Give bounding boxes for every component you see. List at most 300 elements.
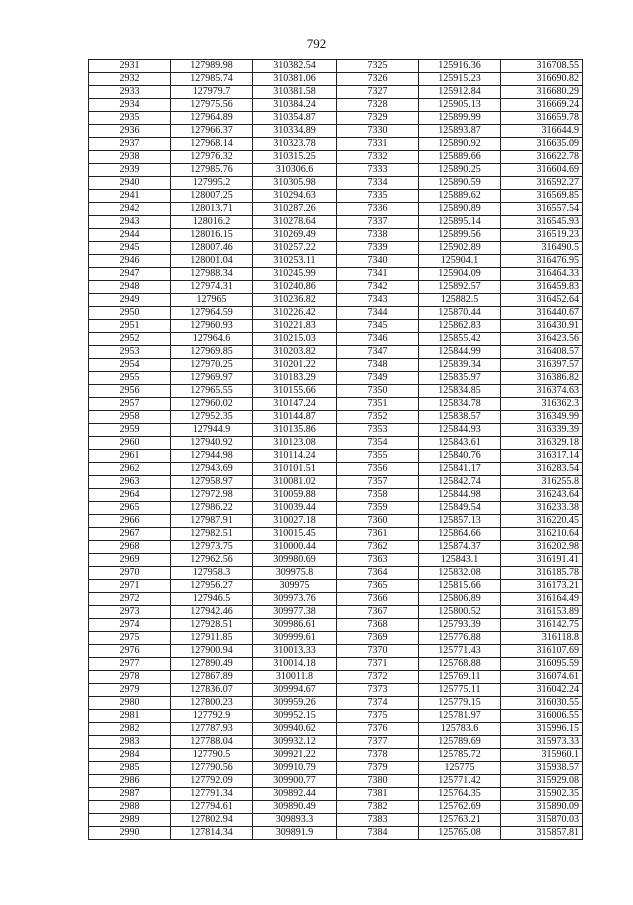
point-number-a: 2979 — [89, 684, 171, 697]
point-number-a: 2956 — [89, 385, 171, 398]
x-coordinate-b: 125771.43 — [419, 645, 501, 658]
point-number-a: 2946 — [89, 255, 171, 268]
y-coordinate-a: 309994.67 — [253, 684, 337, 697]
y-coordinate-a: 310221.83 — [253, 320, 337, 333]
x-coordinate-a: 127985.74 — [171, 73, 253, 86]
x-coordinate-a: 127964.6 — [171, 333, 253, 346]
point-number-a: 2965 — [89, 502, 171, 515]
x-coordinate-a: 127956.27 — [171, 580, 253, 593]
y-coordinate-a: 310027.18 — [253, 515, 337, 528]
y-coordinate-a: 310245.99 — [253, 268, 337, 281]
x-coordinate-b: 125870.44 — [419, 307, 501, 320]
point-number-b: 7344 — [337, 307, 419, 320]
table-row — [89, 203, 583, 216]
x-coordinate-b: 125783.6 — [419, 723, 501, 736]
y-coordinate-b: 316142.75 — [501, 619, 583, 632]
y-coordinate-b: 316220.45 — [501, 515, 583, 528]
point-number-a: 2955 — [89, 372, 171, 385]
x-coordinate-b: 125834.78 — [419, 398, 501, 411]
coordinates-table-body — [89, 60, 583, 840]
x-coordinate-b: 125912.84 — [419, 86, 501, 99]
y-coordinate-a: 310011.8 — [253, 671, 337, 684]
point-number-a: 2952 — [89, 333, 171, 346]
point-number-b: 7327 — [337, 86, 419, 99]
x-coordinate-b: 125835.97 — [419, 372, 501, 385]
y-coordinate-b: 316210.64 — [501, 528, 583, 541]
point-number-a: 2942 — [89, 203, 171, 216]
point-number-a: 2990 — [89, 827, 171, 840]
y-coordinate-b: 315960.1 — [501, 749, 583, 762]
y-coordinate-b: 316202.98 — [501, 541, 583, 554]
y-coordinate-b: 316669.24 — [501, 99, 583, 112]
table-row — [89, 684, 583, 697]
y-coordinate-b: 316362.3 — [501, 398, 583, 411]
point-number-b: 7334 — [337, 177, 419, 190]
y-coordinate-b: 316074.61 — [501, 671, 583, 684]
y-coordinate-b: 316107.69 — [501, 645, 583, 658]
x-coordinate-a: 127946.5 — [171, 593, 253, 606]
table-row — [89, 710, 583, 723]
y-coordinate-a: 309932.12 — [253, 736, 337, 749]
point-number-a: 2960 — [89, 437, 171, 450]
y-coordinate-b: 315973.33 — [501, 736, 583, 749]
table-row — [89, 359, 583, 372]
y-coordinate-b: 316690.82 — [501, 73, 583, 86]
point-number-b: 7343 — [337, 294, 419, 307]
y-coordinate-b: 316329.18 — [501, 437, 583, 450]
y-coordinate-b: 316440.67 — [501, 307, 583, 320]
y-coordinate-a: 309940.62 — [253, 723, 337, 736]
x-coordinate-a: 127958.97 — [171, 476, 253, 489]
point-number-a: 2966 — [89, 515, 171, 528]
point-number-a: 2954 — [89, 359, 171, 372]
x-coordinate-a: 128013.71 — [171, 203, 253, 216]
x-coordinate-a: 127969.97 — [171, 372, 253, 385]
x-coordinate-a: 127960.93 — [171, 320, 253, 333]
x-coordinate-a: 127976.32 — [171, 151, 253, 164]
table-row — [89, 528, 583, 541]
x-coordinate-a: 127985.76 — [171, 164, 253, 177]
x-coordinate-b: 125843.61 — [419, 437, 501, 450]
point-number-a: 2953 — [89, 346, 171, 359]
table-row — [89, 671, 583, 684]
y-coordinate-b: 315870.03 — [501, 814, 583, 827]
point-number-b: 7368 — [337, 619, 419, 632]
table-row — [89, 736, 583, 749]
y-coordinate-a: 310123.08 — [253, 437, 337, 450]
x-coordinate-b: 125892.57 — [419, 281, 501, 294]
point-number-a: 2989 — [89, 814, 171, 827]
point-number-b: 7349 — [337, 372, 419, 385]
y-coordinate-b: 316545.93 — [501, 216, 583, 229]
y-coordinate-a: 310305.98 — [253, 177, 337, 190]
x-coordinate-b: 125838.57 — [419, 411, 501, 424]
point-number-a: 2986 — [89, 775, 171, 788]
point-number-b: 7333 — [337, 164, 419, 177]
table-row — [89, 619, 583, 632]
x-coordinate-a: 127792.09 — [171, 775, 253, 788]
x-coordinate-a: 127969.85 — [171, 346, 253, 359]
y-coordinate-b: 316452.64 — [501, 294, 583, 307]
x-coordinate-a: 127965 — [171, 294, 253, 307]
x-coordinate-b: 125775 — [419, 762, 501, 775]
x-coordinate-a: 127890.49 — [171, 658, 253, 671]
x-coordinate-b: 125768.88 — [419, 658, 501, 671]
y-coordinate-b: 316430.91 — [501, 320, 583, 333]
point-number-a: 2947 — [89, 268, 171, 281]
point-number-b: 7371 — [337, 658, 419, 671]
y-coordinate-a: 309891.9 — [253, 827, 337, 840]
table-row — [89, 827, 583, 840]
table-row — [89, 580, 583, 593]
table-row — [89, 372, 583, 385]
x-coordinate-b: 125839.34 — [419, 359, 501, 372]
y-coordinate-a: 310354.87 — [253, 112, 337, 125]
y-coordinate-a: 309892.44 — [253, 788, 337, 801]
y-coordinate-a: 310215.03 — [253, 333, 337, 346]
x-coordinate-a: 128016.2 — [171, 216, 253, 229]
point-number-b: 7354 — [337, 437, 419, 450]
x-coordinate-b: 125776.88 — [419, 632, 501, 645]
x-coordinate-a: 127800.23 — [171, 697, 253, 710]
y-coordinate-a: 310381.58 — [253, 86, 337, 99]
y-coordinate-b: 316233.38 — [501, 502, 583, 515]
point-number-b: 7345 — [337, 320, 419, 333]
y-coordinate-a: 310315.25 — [253, 151, 337, 164]
point-number-a: 2939 — [89, 164, 171, 177]
x-coordinate-b: 125841.17 — [419, 463, 501, 476]
point-number-b: 7356 — [337, 463, 419, 476]
point-number-a: 2940 — [89, 177, 171, 190]
table-row — [89, 229, 583, 242]
table-row — [89, 723, 583, 736]
x-coordinate-b: 125806.89 — [419, 593, 501, 606]
point-number-a: 2935 — [89, 112, 171, 125]
point-number-b: 7358 — [337, 489, 419, 502]
y-coordinate-a: 310278.64 — [253, 216, 337, 229]
point-number-b: 7374 — [337, 697, 419, 710]
x-coordinate-b: 125843.1 — [419, 554, 501, 567]
x-coordinate-a: 128007.25 — [171, 190, 253, 203]
x-coordinate-b: 125890.59 — [419, 177, 501, 190]
y-coordinate-b: 316459.83 — [501, 281, 583, 294]
x-coordinate-a: 127960.02 — [171, 398, 253, 411]
point-number-b: 7378 — [337, 749, 419, 762]
table-row — [89, 567, 583, 580]
y-coordinate-a: 309910.79 — [253, 762, 337, 775]
y-coordinate-b: 316118.8 — [501, 632, 583, 645]
y-coordinate-a: 310059.88 — [253, 489, 337, 502]
y-coordinate-b: 316095.59 — [501, 658, 583, 671]
table-row — [89, 177, 583, 190]
x-coordinate-b: 125915.23 — [419, 73, 501, 86]
point-number-b: 7359 — [337, 502, 419, 515]
y-coordinate-b: 316519.23 — [501, 229, 583, 242]
y-coordinate-b: 316592.27 — [501, 177, 583, 190]
x-coordinate-a: 127794.61 — [171, 801, 253, 814]
point-number-a: 2931 — [89, 60, 171, 73]
table-row — [89, 307, 583, 320]
table-row — [89, 99, 583, 112]
y-coordinate-a: 310183.29 — [253, 372, 337, 385]
point-number-b: 7366 — [337, 593, 419, 606]
point-number-b: 7339 — [337, 242, 419, 255]
point-number-b: 7360 — [337, 515, 419, 528]
y-coordinate-b: 315929.08 — [501, 775, 583, 788]
y-coordinate-b: 316173.21 — [501, 580, 583, 593]
table-row — [89, 476, 583, 489]
y-coordinate-b: 316164.49 — [501, 593, 583, 606]
point-number-b: 7373 — [337, 684, 419, 697]
x-coordinate-a: 127975.56 — [171, 99, 253, 112]
x-coordinate-a: 127987.91 — [171, 515, 253, 528]
point-number-a: 2981 — [89, 710, 171, 723]
y-coordinate-a: 310081.02 — [253, 476, 337, 489]
point-number-b: 7369 — [337, 632, 419, 645]
point-number-b: 7375 — [337, 710, 419, 723]
x-coordinate-b: 125840.76 — [419, 450, 501, 463]
point-number-a: 2936 — [89, 125, 171, 138]
point-number-b: 7342 — [337, 281, 419, 294]
x-coordinate-b: 125895.14 — [419, 216, 501, 229]
point-number-b: 7325 — [337, 60, 419, 73]
table-row — [89, 463, 583, 476]
table-row — [89, 749, 583, 762]
point-number-a: 2948 — [89, 281, 171, 294]
point-number-a: 2957 — [89, 398, 171, 411]
y-coordinate-a: 310000.44 — [253, 541, 337, 554]
y-coordinate-b: 316153.89 — [501, 606, 583, 619]
point-number-b: 7350 — [337, 385, 419, 398]
point-number-b: 7370 — [337, 645, 419, 658]
y-coordinate-a: 310144.87 — [253, 411, 337, 424]
table-row — [89, 385, 583, 398]
table-row — [89, 814, 583, 827]
point-number-a: 2951 — [89, 320, 171, 333]
point-number-a: 2932 — [89, 73, 171, 86]
y-coordinate-a: 310114.24 — [253, 450, 337, 463]
x-coordinate-a: 127942.46 — [171, 606, 253, 619]
y-coordinate-b: 316339.39 — [501, 424, 583, 437]
x-coordinate-a: 127986.22 — [171, 502, 253, 515]
point-number-b: 7357 — [337, 476, 419, 489]
table-row — [89, 632, 583, 645]
x-coordinate-b: 125889.66 — [419, 151, 501, 164]
y-coordinate-b: 316255.8 — [501, 476, 583, 489]
x-coordinate-b: 125916.36 — [419, 60, 501, 73]
x-coordinate-b: 125844.99 — [419, 346, 501, 359]
x-coordinate-a: 127962.56 — [171, 554, 253, 567]
y-coordinate-b: 315996.15 — [501, 723, 583, 736]
table-row — [89, 242, 583, 255]
x-coordinate-a: 127911.85 — [171, 632, 253, 645]
point-number-a: 2958 — [89, 411, 171, 424]
y-coordinate-b: 316635.09 — [501, 138, 583, 151]
y-coordinate-a: 309975.8 — [253, 567, 337, 580]
x-coordinate-a: 127791.34 — [171, 788, 253, 801]
x-coordinate-a: 127787.93 — [171, 723, 253, 736]
y-coordinate-a: 310201.22 — [253, 359, 337, 372]
x-coordinate-b: 125890.92 — [419, 138, 501, 151]
point-number-a: 2984 — [89, 749, 171, 762]
x-coordinate-a: 128016.15 — [171, 229, 253, 242]
y-coordinate-b: 316490.5 — [501, 242, 583, 255]
y-coordinate-a: 310384.24 — [253, 99, 337, 112]
x-coordinate-a: 127974.31 — [171, 281, 253, 294]
point-number-b: 7384 — [337, 827, 419, 840]
table-row — [89, 554, 583, 567]
x-coordinate-b: 125893.87 — [419, 125, 501, 138]
x-coordinate-a: 127958.3 — [171, 567, 253, 580]
point-number-a: 2963 — [89, 476, 171, 489]
y-coordinate-a: 309977.38 — [253, 606, 337, 619]
x-coordinate-a: 127979.7 — [171, 86, 253, 99]
table-row — [89, 788, 583, 801]
point-number-b: 7361 — [337, 528, 419, 541]
point-number-a: 2950 — [89, 307, 171, 320]
x-coordinate-a: 127965.55 — [171, 385, 253, 398]
point-number-a: 2975 — [89, 632, 171, 645]
point-number-a: 2982 — [89, 723, 171, 736]
x-coordinate-b: 125874.37 — [419, 541, 501, 554]
point-number-b: 7335 — [337, 190, 419, 203]
x-coordinate-b: 125890.25 — [419, 164, 501, 177]
x-coordinate-a: 128007.46 — [171, 242, 253, 255]
table-row — [89, 281, 583, 294]
x-coordinate-a: 127867.89 — [171, 671, 253, 684]
x-coordinate-b: 125842.74 — [419, 476, 501, 489]
table-row — [89, 775, 583, 788]
y-coordinate-b: 316476.95 — [501, 255, 583, 268]
x-coordinate-a: 127788.04 — [171, 736, 253, 749]
x-coordinate-b: 125764.35 — [419, 788, 501, 801]
y-coordinate-b: 316622.78 — [501, 151, 583, 164]
table-row — [89, 125, 583, 138]
x-coordinate-b: 125905.13 — [419, 99, 501, 112]
table-row — [89, 255, 583, 268]
point-number-b: 7364 — [337, 567, 419, 580]
point-number-a: 2972 — [89, 593, 171, 606]
point-number-b: 7376 — [337, 723, 419, 736]
y-coordinate-b: 316185.78 — [501, 567, 583, 580]
table-row — [89, 73, 583, 86]
point-number-a: 2978 — [89, 671, 171, 684]
table-row — [89, 320, 583, 333]
table-row — [89, 606, 583, 619]
x-coordinate-b: 125779.15 — [419, 697, 501, 710]
y-coordinate-b: 316030.55 — [501, 697, 583, 710]
point-number-b: 7347 — [337, 346, 419, 359]
point-number-b: 7331 — [337, 138, 419, 151]
y-coordinate-a: 310135.86 — [253, 424, 337, 437]
point-number-b: 7351 — [337, 398, 419, 411]
point-number-a: 2985 — [89, 762, 171, 775]
point-number-a: 2980 — [89, 697, 171, 710]
point-number-a: 2949 — [89, 294, 171, 307]
point-number-a: 2944 — [89, 229, 171, 242]
x-coordinate-b: 125857.13 — [419, 515, 501, 528]
point-number-a: 2983 — [89, 736, 171, 749]
x-coordinate-b: 125763.21 — [419, 814, 501, 827]
table-row — [89, 86, 583, 99]
y-coordinate-a: 309952.15 — [253, 710, 337, 723]
point-number-b: 7383 — [337, 814, 419, 827]
x-coordinate-a: 127940.92 — [171, 437, 253, 450]
table-row — [89, 450, 583, 463]
x-coordinate-b: 125902.89 — [419, 242, 501, 255]
table-row — [89, 60, 583, 73]
x-coordinate-a: 127790.5 — [171, 749, 253, 762]
y-coordinate-b: 316349.99 — [501, 411, 583, 424]
point-number-b: 7353 — [337, 424, 419, 437]
table-row — [89, 190, 583, 203]
table-row — [89, 515, 583, 528]
point-number-b: 7367 — [337, 606, 419, 619]
x-coordinate-a: 127988.34 — [171, 268, 253, 281]
y-coordinate-b: 316191.41 — [501, 554, 583, 567]
point-number-b: 7380 — [337, 775, 419, 788]
y-coordinate-b: 315902.35 — [501, 788, 583, 801]
x-coordinate-b: 125904.1 — [419, 255, 501, 268]
point-number-b: 7372 — [337, 671, 419, 684]
table-row — [89, 424, 583, 437]
point-number-a: 2938 — [89, 151, 171, 164]
x-coordinate-b: 125785.72 — [419, 749, 501, 762]
y-coordinate-a: 310236.82 — [253, 294, 337, 307]
x-coordinate-b: 125789.69 — [419, 736, 501, 749]
y-coordinate-b: 316680.29 — [501, 86, 583, 99]
x-coordinate-b: 125781.97 — [419, 710, 501, 723]
x-coordinate-b: 125832.08 — [419, 567, 501, 580]
point-number-a: 2961 — [89, 450, 171, 463]
y-coordinate-a: 310257.22 — [253, 242, 337, 255]
point-number-b: 7337 — [337, 216, 419, 229]
x-coordinate-b: 125762.69 — [419, 801, 501, 814]
x-coordinate-a: 127966.37 — [171, 125, 253, 138]
y-coordinate-a: 309900.77 — [253, 775, 337, 788]
y-coordinate-a: 310381.06 — [253, 73, 337, 86]
y-coordinate-a: 310155.66 — [253, 385, 337, 398]
x-coordinate-b: 125899.56 — [419, 229, 501, 242]
point-number-b: 7346 — [337, 333, 419, 346]
point-number-a: 2941 — [89, 190, 171, 203]
y-coordinate-b: 316557.54 — [501, 203, 583, 216]
y-coordinate-a: 309975 — [253, 580, 337, 593]
y-coordinate-a: 310240.86 — [253, 281, 337, 294]
x-coordinate-a: 127836.07 — [171, 684, 253, 697]
y-coordinate-a: 310287.26 — [253, 203, 337, 216]
table-row — [89, 645, 583, 658]
x-coordinate-a: 127944.9 — [171, 424, 253, 437]
y-coordinate-a: 309980.69 — [253, 554, 337, 567]
y-coordinate-a: 309921.22 — [253, 749, 337, 762]
point-number-b: 7330 — [337, 125, 419, 138]
point-number-a: 2969 — [89, 554, 171, 567]
x-coordinate-b: 125771.42 — [419, 775, 501, 788]
point-number-a: 2962 — [89, 463, 171, 476]
x-coordinate-b: 125815.66 — [419, 580, 501, 593]
y-coordinate-a: 309959.26 — [253, 697, 337, 710]
x-coordinate-b: 125765.08 — [419, 827, 501, 840]
x-coordinate-a: 127790.56 — [171, 762, 253, 775]
point-number-b: 7348 — [337, 359, 419, 372]
y-coordinate-a: 309999.61 — [253, 632, 337, 645]
y-coordinate-a: 310306.6 — [253, 164, 337, 177]
y-coordinate-b: 316283.54 — [501, 463, 583, 476]
table-row — [89, 593, 583, 606]
y-coordinate-a: 310013.33 — [253, 645, 337, 658]
y-coordinate-b: 316374.63 — [501, 385, 583, 398]
